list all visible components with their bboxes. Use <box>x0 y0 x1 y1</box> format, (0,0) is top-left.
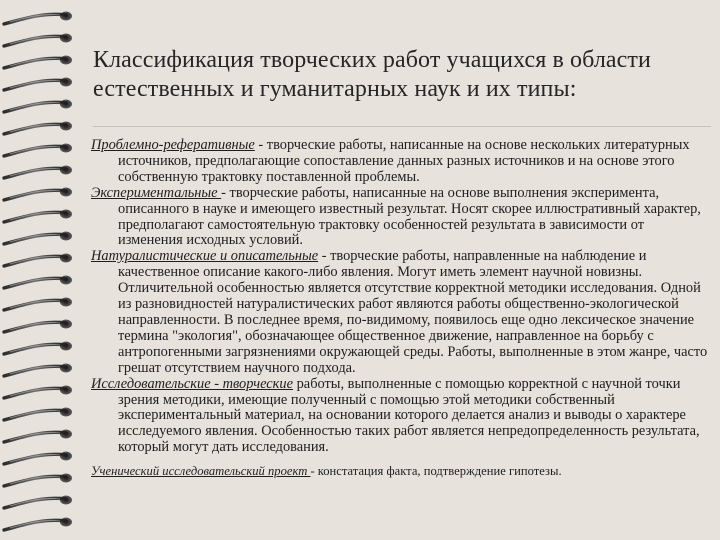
entry-separator: - <box>254 137 267 153</box>
entry-problem-abstract <box>91 138 709 186</box>
entry-experimental <box>91 186 709 250</box>
entry-term: Проблемно-реферативные <box>91 137 255 153</box>
entry-student-project <box>91 464 709 479</box>
entry-term: Исследовательские - творческие <box>91 375 293 392</box>
classification-list <box>91 138 709 479</box>
slide-title-line-2: естественных и гуманитарных наук и их типы: <box>93 76 577 102</box>
entry-separator: - <box>318 248 331 265</box>
slide-title <box>93 46 693 104</box>
entry-term: Ученический исследовательский проект <box>91 464 311 479</box>
entry-text: работы, выполненные с помощью корректной с научной точки зрения методики, имеющие полученный с помощью этой методики собственный экспериментальный материал, на основании которого делается анализ и выводы о характере исследуемого явления. Особенностью таких работ является непредопределенность результата, который могут дать исследования. <box>118 375 700 456</box>
entry-text: творческие работы, направленные на наблюдение и качественное описание какого-либо явления. Могут иметь элемент научной новизны. Отличительной особенностью является отсутствие корректной методики исследования. Одной из разновидностей натуралистических работ являются работы общественно-экологической направленности. В последнее время, по-видимому, появилось еще одно лексическое значение термина "экология", обозначающее общественное движение, направленное на борьбу с антропогенными загрязнениями окружающей среды. Работы, выполненные в этом жанре, часто грешат отсутствием научного подхода. <box>118 248 708 376</box>
entry-research <box>91 377 709 457</box>
entry-separator: - <box>221 184 230 201</box>
slide-title-line-1: Классификация творческих работ учащихся в области <box>93 47 651 73</box>
entry-term: Экспериментальные <box>91 184 222 201</box>
entry-separator: - <box>310 464 318 479</box>
title-divider <box>93 126 711 127</box>
entry-text: творческие работы, написанные на основе нескольких литературных источников, предполагающие сопоставление данных разных источников и на основе этого собственную трактовку поставленной проблемы. <box>118 137 690 185</box>
entry-naturalistic <box>91 249 709 376</box>
entry-term: Натуралистические и описательные <box>91 248 319 265</box>
entry-text: констатация факта, подтверждение гипотезы. <box>317 464 562 479</box>
entry-text: творческие работы, написанные на основе выполнения эксперимента, описанного в науке и имеющего известный результат. Носят скорее иллюстративный характер, предполагают самостоятельную трактовку особенностей результата в зависимости от изменения исходных условий. <box>118 184 701 249</box>
